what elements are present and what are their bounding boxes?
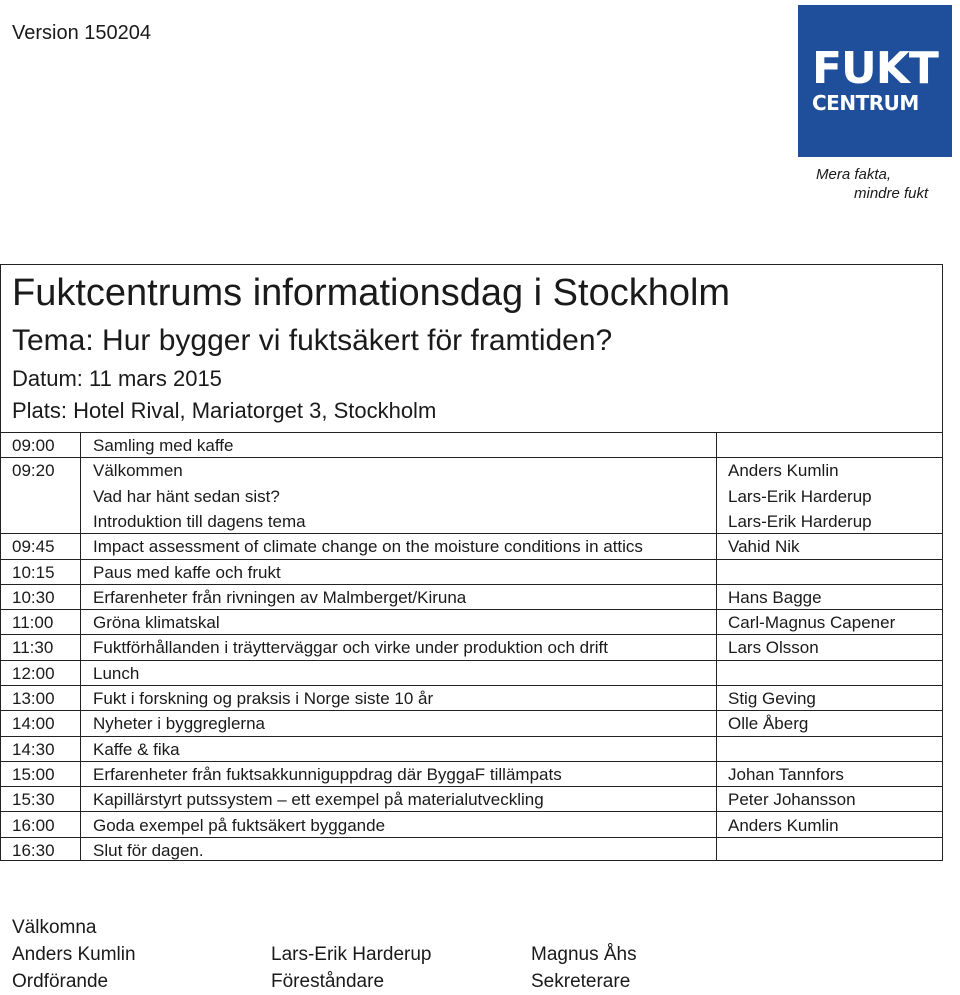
place-line: Plats: Hotel Rival, Mariatorget 3, Stockholm [12,398,437,423]
logo-tagline [798,165,952,203]
activity-cell: Kapillärstyrt putssystem – ett exempel på materialutveckling [93,790,544,810]
activity-cell: Slut för dagen. [93,840,204,860]
time-cell: 15:30 [12,790,55,810]
date-line: Datum: 11 mars 2015 [12,366,222,391]
activity-cell: Lunch [93,663,140,683]
speaker-cell: Olle Åberg [728,714,809,734]
column-divider [80,432,81,860]
speaker-cell: Anders Kumlin [728,815,839,835]
activity-cell: Fukt i forskning og praksis i Norge siste 10 år [93,689,434,708]
time-cell: 15:00 [12,764,55,784]
signer-name: Lars-Erik Harderup [271,944,432,965]
activity-cell: Nyheter i byggreglerna [93,714,265,734]
logo-tagline-1: Mera fakta, [816,166,892,183]
theme-line: Tema: Hur bygger vi fuktsäkert för framtiden? [12,324,613,357]
speaker-cell: Hans Bagge [728,587,822,607]
time-cell: 09:00 [12,436,55,455]
signer-name: Anders Kumlin [12,944,136,965]
logo-line1: FUKT [812,43,938,94]
welcome-text: Välkomna [12,917,97,938]
time-cell: 14:00 [12,714,55,734]
logo-tagline-2: mindre fukt [854,185,929,202]
logo-line2: CENTRUM [812,91,919,115]
column-divider [716,432,717,860]
speaker-cell: Vahid Nik [728,537,800,557]
time-cell: 09:20 [12,461,55,481]
speaker-cell: Johan Tannfors [728,764,844,784]
activity-cell: Samling med kaffe [93,436,234,455]
activity-cell: Introduktion till dagens tema [93,511,306,531]
activity-cell: Erfarenheter från fuktsakkunniguppdrag där ByggaF tillämpats [93,764,562,784]
version-label: Version 150204 [12,22,152,44]
time-cell: 13:00 [12,689,55,708]
activity-cell: Goda exempel på fuktsäkert byggande [93,815,386,835]
speaker-cell: Anders Kumlin [728,461,839,481]
time-cell: 10:15 [12,562,55,582]
time-cell: 14:30 [12,739,55,759]
time-cell: 12:00 [12,663,55,683]
signer-role: Föreståndare [271,971,385,992]
activity-cell: Paus med kaffe och frukt [93,562,281,582]
time-cell: 11:00 [12,613,54,633]
activity-cell: Kaffe & fika [93,739,180,759]
page-title: Fuktcentrums informationsdag i Stockholm [12,272,731,314]
time-cell: 09:45 [12,537,55,557]
signer-role: Sekreterare [531,971,631,992]
activity-cell: Fuktförhållanden i träytterväggar och virke under produktion och drift [93,638,608,658]
signer-role: Ordförande [12,971,109,992]
activity-cell: Välkommen [93,461,183,481]
speaker-cell: Lars Olsson [728,638,819,658]
time-cell: 16:30 [12,840,55,860]
speaker-cell: Lars-Erik Harderup [728,511,872,531]
time-cell: 16:00 [12,815,55,835]
speaker-cell: Peter Johansson [728,790,856,810]
activity-cell: Impact assessment of climate change on the moisture conditions in attics [93,537,643,557]
logo-badge [798,5,952,157]
speaker-cell: Lars-Erik Harderup [728,486,872,506]
activity-cell: Gröna klimatskal [93,613,220,633]
row-divider [0,660,943,661]
activity-cell: Vad har hänt sedan sist? [93,486,280,506]
time-cell: 10:30 [12,587,55,607]
speaker-cell: Stig Geving [728,689,816,708]
time-cell: 11:30 [12,638,54,658]
speaker-cell: Carl-Magnus Capener [728,613,896,633]
fuktcentrum-logo [798,5,952,203]
signer-name: Magnus Åhs [531,944,637,965]
activity-cell: Erfarenheter från rivningen av Malmberget/Kiruna [93,587,467,607]
